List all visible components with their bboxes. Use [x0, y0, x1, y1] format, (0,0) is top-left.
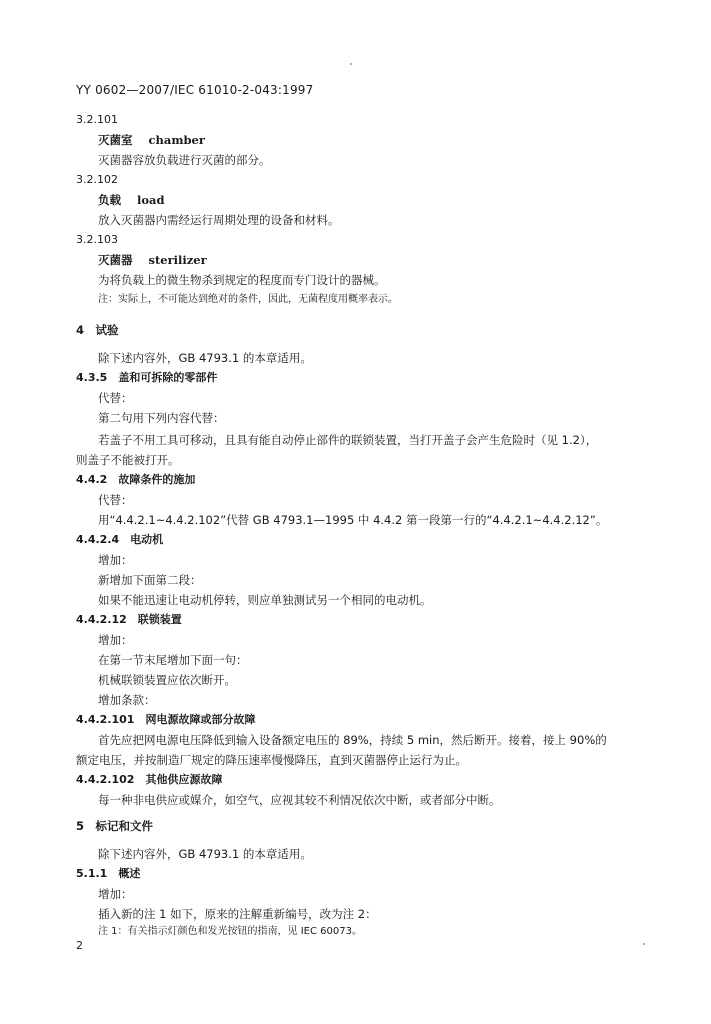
definition-text: 放入灭菌器内需经运行周期处理的设备和材料。 [98, 213, 340, 227]
term-chamber [98, 132, 205, 148]
scan-speck [350, 63, 352, 65]
scan-speck [643, 943, 645, 945]
clause-heading-4-3-5: 4.3.5 盖和可拆除的零部件 [76, 371, 218, 384]
term-load [98, 192, 165, 208]
clause-number-3-2-101: 3.2.101 [76, 113, 118, 126]
instruction-text: 增加： [98, 887, 133, 901]
clause-heading-4-4-2-12: 4.4.2.12 联锁装置 [76, 613, 182, 626]
note-text: 注 1：有关指示灯颜色和发光按钮的指南，见 IEC 60073。 [98, 926, 362, 937]
clause-number-3-2-102: 3.2.102 [76, 173, 118, 186]
note-text: 注：实际上，不可能达到绝对的条件，因此，无菌程度用概率表示。 [98, 294, 398, 305]
instruction-text: 增加条款： [98, 693, 156, 707]
instruction-text: 增加： [98, 633, 133, 647]
section-intro: 除下述内容外，GB 4793.1 的本章适用。 [98, 847, 312, 861]
instruction-text: 第二句用下列内容代替： [98, 411, 225, 425]
term-zh: 灭菌器 [98, 253, 133, 267]
clause-heading-4-4-2-101: 4.4.2.101 网电源故障或部分故障 [76, 713, 256, 726]
instruction-text: 代替： [98, 391, 133, 405]
clause-heading-5-1-1: 5.1.1 概述 [76, 867, 141, 880]
section-intro: 除下述内容外，GB 4793.1 的本章适用。 [98, 351, 312, 365]
body-text: 如果不能迅速让电动机停转，则应单独测试另一个相同的电动机。 [98, 593, 432, 607]
clause-heading-4-4-2: 4.4.2 故障条件的施加 [76, 473, 196, 486]
section-heading-5: 5 标记和文件 [76, 819, 154, 833]
body-text: 若盖子不用工具可移动，且具有能自动停止部件的联锁装置，当打开盖子会产生危险时（见 1.2）， [98, 433, 598, 447]
term-sterilizer [98, 252, 207, 268]
clause-heading-4-4-2-102: 4.4.2.102 其他供应源故障 [76, 773, 223, 786]
body-text: 用“4.4.2.1~4.4.2.102”代替 GB 4793.1—1995 中 4.4.2 第一段第一行的“4.4.2.1~4.4.2.12”。 [98, 513, 608, 527]
clause-heading-4-4-2-4: 4.4.2.4 电动机 [76, 533, 164, 546]
instruction-text: 代替： [98, 493, 133, 507]
definition-text: 为将负载上的微生物杀到规定的程度而专门设计的器械。 [98, 273, 386, 287]
term-zh: 负载 [98, 193, 121, 207]
body-text: 首先应把网电源电压降低到输入设备额定电压的 89%，持续 5 min，然后断开。接着，接上 90%的 [98, 733, 607, 747]
body-text: 机械联锁装置应依次断开。 [98, 673, 236, 687]
instruction-text: 在第一节末尾增加下面一句： [98, 653, 248, 667]
definition-text: 灭菌器容放负载进行灭菌的部分。 [98, 153, 271, 167]
term-en: sterilizer [148, 253, 207, 267]
standard-header: YY 0602—2007/IEC 61010-2-043:1997 [76, 83, 314, 97]
body-text: 则盖子不能被打开。 [76, 453, 180, 467]
term-en: chamber [148, 133, 205, 147]
instruction-text: 增加： [98, 553, 133, 567]
body-text: 每一种非电供应或媒介，如空气，应视其较不利情况依次中断，或者部分中断。 [98, 793, 501, 807]
term-zh: 灭菌室 [98, 133, 133, 147]
clause-number-3-2-103: 3.2.103 [76, 233, 118, 246]
instruction-text: 插入新的注 1 如下，原来的注解重新编号，改为注 2： [98, 907, 377, 921]
body-text: 额定电压，并按制造厂规定的降压速率慢慢降压，直到灭菌器停止运行为止。 [76, 753, 467, 767]
term-en: load [137, 193, 165, 207]
section-heading-4: 4 试验 [76, 323, 119, 337]
instruction-text: 新增加下面第二段： [98, 573, 202, 587]
page-number: 2 [76, 939, 83, 952]
